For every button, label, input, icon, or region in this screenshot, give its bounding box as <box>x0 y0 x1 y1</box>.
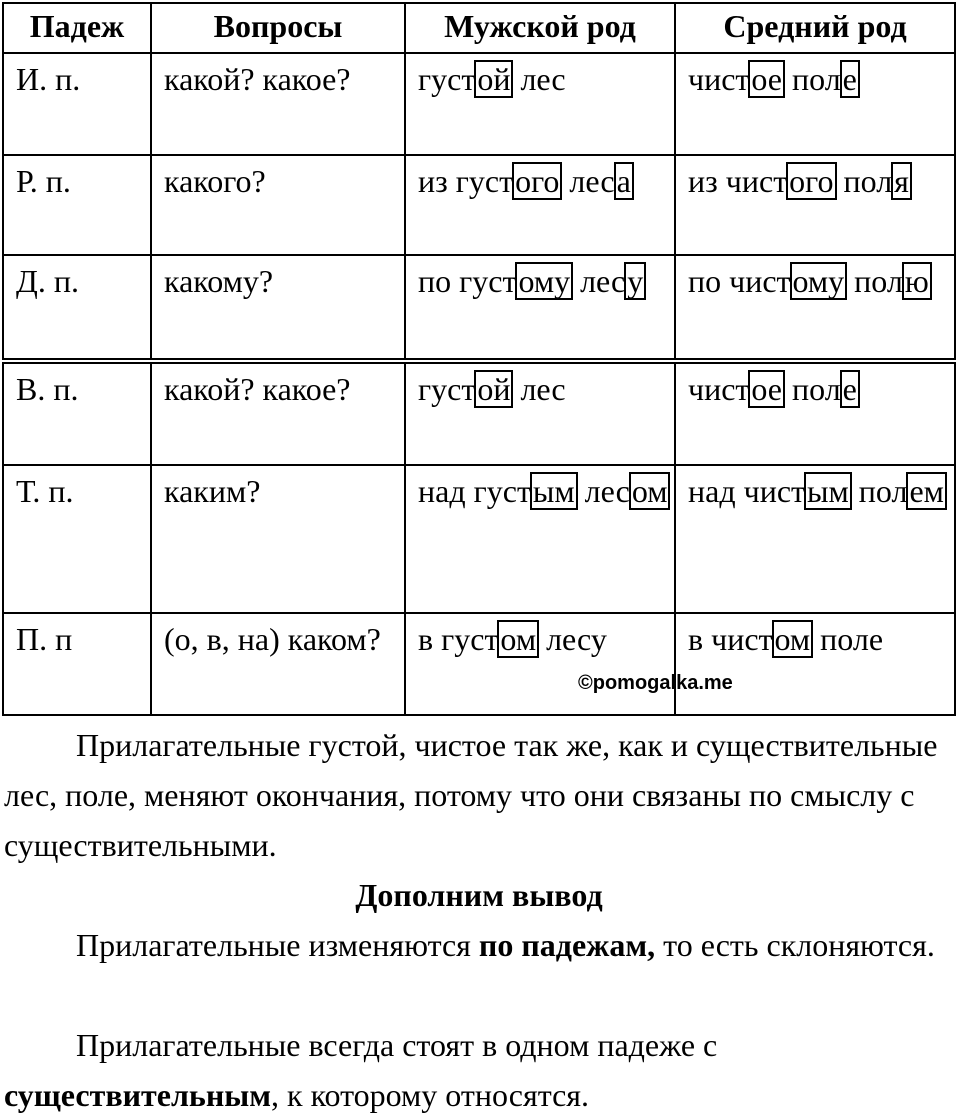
masculine-cell <box>405 255 675 359</box>
ending-box: ом <box>629 472 671 510</box>
case-cell: Р. п. <box>3 155 151 255</box>
neuter-cell <box>675 155 955 255</box>
question-cell: (о, в, на) каком? <box>151 613 405 715</box>
question-cell: какой? какое? <box>151 53 405 155</box>
ending-box: ого <box>512 162 562 200</box>
section-heading: Дополним вывод <box>355 877 603 913</box>
ending-box: е <box>840 370 860 408</box>
table-row <box>3 255 955 359</box>
ending-box: а <box>614 162 634 200</box>
masculine-cell <box>405 155 675 255</box>
table-row <box>3 613 955 715</box>
watermark: ©pomogalka.me <box>578 672 733 694</box>
paragraph-2-end: то есть склоняются. <box>655 927 935 963</box>
word-stem: густ <box>418 61 476 97</box>
word-stem: по чист <box>688 263 791 299</box>
word-stem: поле <box>812 621 884 657</box>
word-stem: по густ <box>418 263 517 299</box>
ending-box: ому <box>790 262 848 300</box>
word-stem: пол <box>846 263 903 299</box>
word-stem: лес <box>561 163 615 199</box>
header-masculine: Мужской род <box>405 3 675 53</box>
table-row <box>3 53 955 155</box>
ending-box: ем <box>906 472 946 510</box>
word-stem: густ <box>418 371 476 407</box>
ending-box: ом <box>772 620 814 658</box>
ending-box: ым <box>530 472 578 510</box>
word-stem: лес <box>576 473 630 509</box>
paragraph-3 <box>4 1020 954 1120</box>
ending-box: ой <box>474 60 513 98</box>
word-stem: чист <box>688 371 750 407</box>
ending-box: ого <box>786 162 836 200</box>
word-stem: лесу <box>538 621 607 657</box>
masculine-cell <box>405 53 675 155</box>
ending-box: е <box>840 60 860 98</box>
word-stem: над чист <box>688 473 806 509</box>
word-stem: в густ <box>418 621 499 657</box>
ending-box: ое <box>748 60 785 98</box>
paragraph-3-bold: существительным <box>4 1077 272 1113</box>
word-stem: лес <box>572 263 626 299</box>
header-questions: Вопросы <box>151 3 405 53</box>
table-body-top <box>3 53 955 359</box>
declension-table-bottom <box>2 362 956 716</box>
word-stem: пол <box>784 61 841 97</box>
word-stem: лес <box>512 371 566 407</box>
paragraph-1: Прилагательные густой, чистое так же, как и существительные лес, поле, меняют окончания, потому что они связаны по смыслу с существительными. <box>4 727 938 863</box>
neuter-cell <box>675 255 955 359</box>
word-stem: пол <box>835 163 893 199</box>
paragraph-2 <box>4 920 954 970</box>
ending-box: ому <box>515 262 573 300</box>
ending-box: у <box>624 262 646 300</box>
ending-box: ой <box>474 370 513 408</box>
word-stem: над густ <box>418 473 531 509</box>
ending-box: ю <box>902 262 932 300</box>
word-stem: пол <box>784 371 841 407</box>
case-cell: Д. п. <box>3 255 151 359</box>
header-case: Падеж <box>3 3 151 53</box>
table-header-row <box>3 3 955 53</box>
question-cell: какому? <box>151 255 405 359</box>
neuter-cell <box>675 465 955 613</box>
masculine-cell <box>405 363 675 465</box>
neuter-cell <box>675 363 955 465</box>
paragraph-2-start: Прилагательные изменяются <box>76 927 479 963</box>
masculine-cell <box>405 613 675 715</box>
case-cell: В. п. <box>3 363 151 465</box>
table-body-bottom <box>3 363 955 715</box>
paragraph-3-end: , к которому относятся. <box>271 1077 589 1113</box>
question-cell: какого? <box>151 155 405 255</box>
question-cell: какой? какое? <box>151 363 405 465</box>
paragraph-3-start: Прилагательные всегда стоят в одном падеже с <box>76 1027 718 1063</box>
header-neuter: Средний род <box>675 3 955 53</box>
declension-table-top <box>2 2 956 360</box>
table-row <box>3 363 955 465</box>
word-stem: лес <box>512 61 566 97</box>
question-cell: каким? <box>151 465 405 613</box>
table-row <box>3 465 955 613</box>
case-cell: Т. п. <box>3 465 151 613</box>
word-stem: из чист <box>688 163 788 199</box>
case-cell: И. п. <box>3 53 151 155</box>
table-row <box>3 155 955 255</box>
masculine-cell <box>405 465 675 613</box>
word-stem: из густ <box>418 163 514 199</box>
word-stem: чист <box>688 61 750 97</box>
word-stem: в чист <box>688 621 773 657</box>
ending-box: я <box>891 162 912 200</box>
ending-box: ым <box>804 472 852 510</box>
case-cell: П. п <box>3 613 151 715</box>
ending-box: ое <box>748 370 785 408</box>
word-stem: пол <box>850 473 908 509</box>
neuter-cell <box>675 53 955 155</box>
neuter-cell <box>675 613 955 715</box>
paragraph-2-bold: по падежам, <box>478 927 656 963</box>
ending-box: ом <box>497 620 539 658</box>
